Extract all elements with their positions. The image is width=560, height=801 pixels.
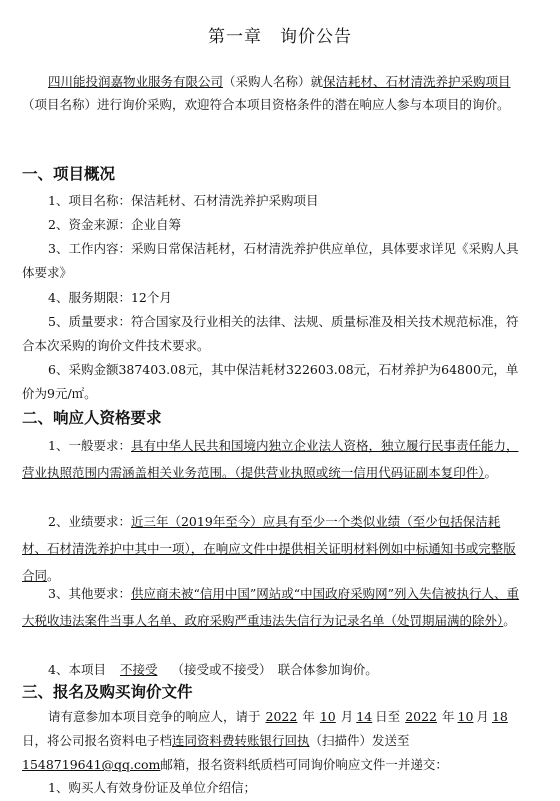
section-1-item-6: 6、采购金额387403.08元，其中保洁耗材322603.08元，石材养护为64800元，单价为9元/㎡。 (22, 362, 519, 401)
section-1-title: 一、项目概况 (22, 165, 116, 183)
section-1-item-5: 5、质量要求：符合国家及行业相关的法律、法规、质量标准及相关技术规范标准，符合本次采购的询价文件技术要求。 (22, 314, 519, 353)
requirement-3: 3、其他要求：供应商未被“信用中国”网站或“中国政府采购网”列入失信被执行人、重大税收违法案件当事人名单、政府采购严重违法失信行为记录名单（处罚期届满的除外）。 (22, 586, 520, 628)
requirement-2: 2、业绩要求：近三年（2019年至今）应具有至少一个类似业绩（至少包括保洁耗材、石材清洗养护中其中一项），在响应文件中提供相关证明材料例如中标通知书或完整版合同。 (22, 514, 516, 583)
requirement-4: 4、本项目 不接受 （接受或不接受） 联合体参加询价。 (22, 656, 522, 683)
section-1-item-2: 2、资金来源：企业自筹 (48, 217, 181, 232)
requirement-1: 1、一般要求：具有中华人民共和国境内独立企业法人资格，独立履行民事责任能力，营业执照范围内需涵盖相关业务范围。（提供营业执照或统一信用代码证副本复印件）。 (22, 438, 519, 480)
intro-paragraph: 四川能投润嘉物业服务有限公司（采购人名称）就保洁耗材、石材清洗养护采购项目（项目名称）进行询价采购，欢迎符合本项目资格条件的潜在响应人参与本项目的询价。 (22, 74, 511, 112)
section-1-item-3: 3、工作内容：采购日常保洁耗材，石材清洗养护供应单位，具体要求详见《采购人具体要求》 (22, 241, 519, 280)
section-1-item-1: 1、项目名称：保洁耗材、石材清洗养护采购项目 (48, 193, 319, 208)
consortium-blank: 不接受 (119, 662, 158, 677)
section-1-item-4: 4、服务期限：12个月 (48, 290, 172, 305)
registration-paragraph: 请有意参加本项目竞争的响应人，请于 2022 年 10 月 14 日至 2022 年 10 月 18日，将公司报名资料电子档连同资料费转账银行回执（扫描件）发送至1548719641@qq.com邮箱，报名资料纸质档可同询价响应文件一并递交： (22, 709, 508, 772)
chapter-title: 第一章 询价公告 (208, 27, 352, 47)
project-name: 保洁耗材、石材清洗养护采购项目 (323, 74, 511, 89)
buyer-name: 四川能投润嘉物业服务有限公司 (48, 74, 224, 89)
registration-item-1: 1、购买人有效身份证及单位介绍信； (48, 780, 256, 795)
section-3-title: 三、报名及购买询价文件 (22, 683, 193, 701)
section-2-title: 二、响应人资格要求 (22, 409, 162, 427)
email-address: 1548719641@qq.com (22, 757, 161, 772)
